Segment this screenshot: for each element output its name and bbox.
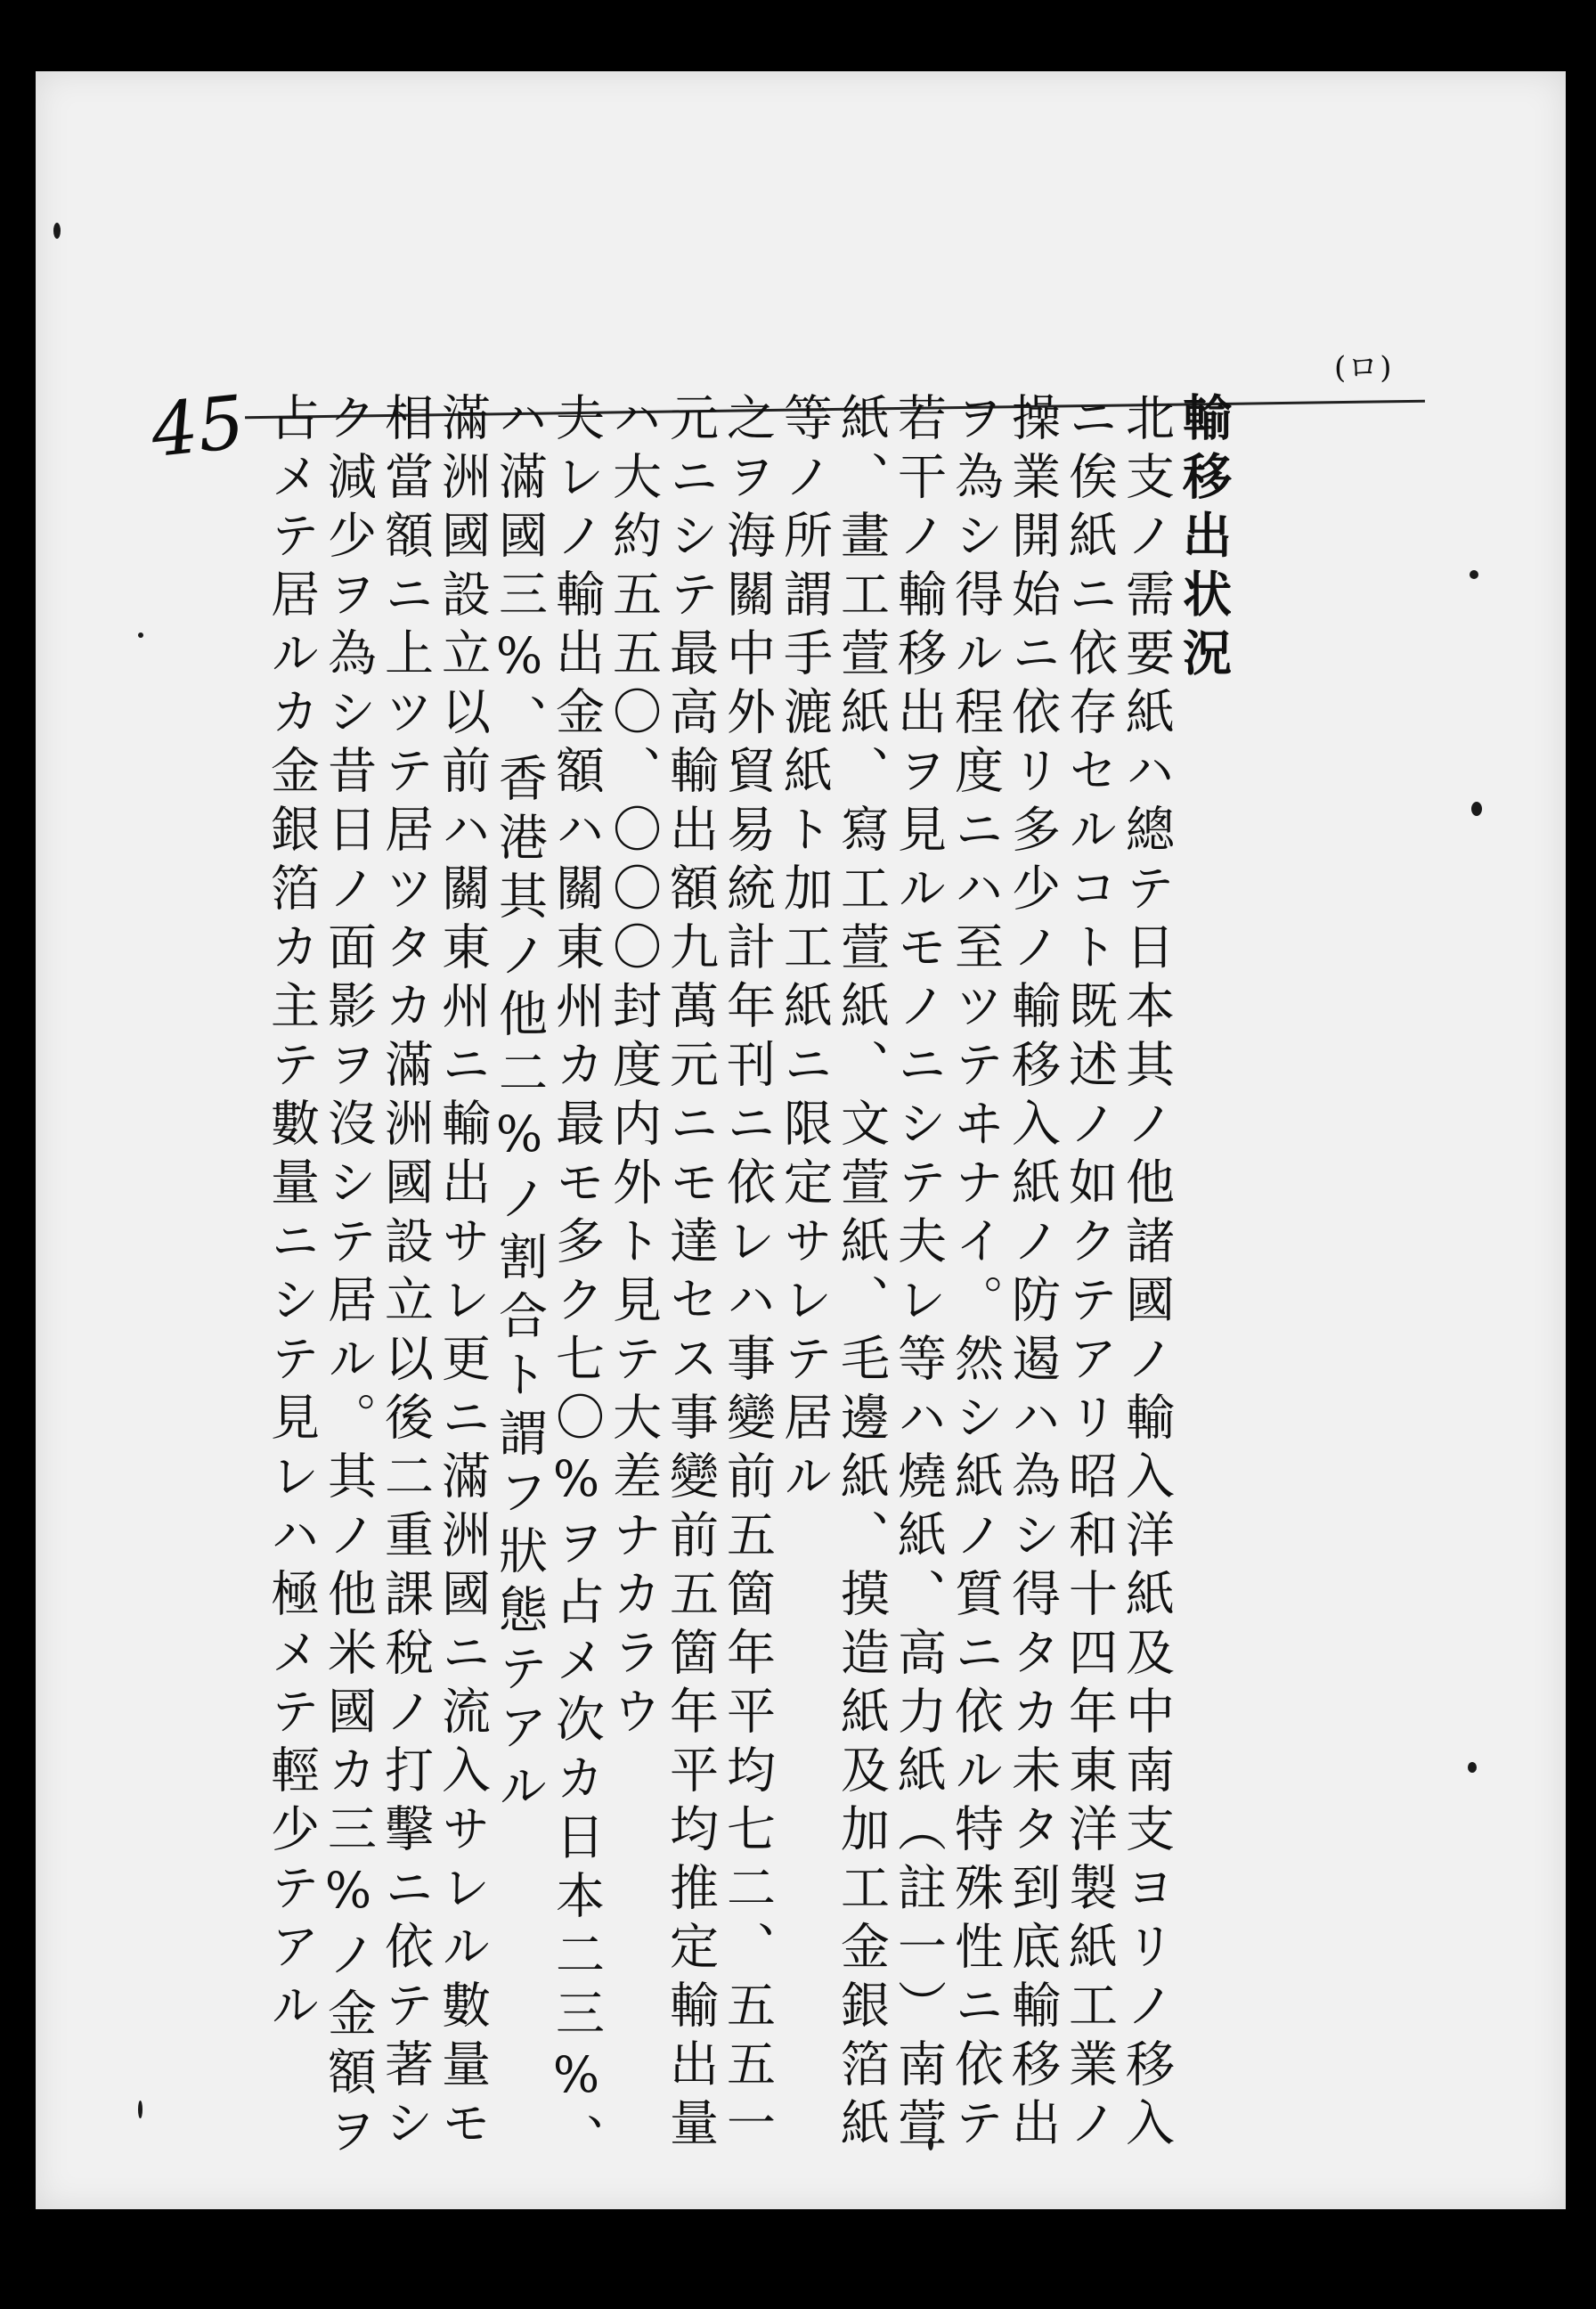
text-line: 紙、畫工萱紙、寫工萱紙、文萱紙、毛邊紙、摸造紙及加工金銀箔紙	[833, 392, 890, 2156]
text-line: 滿洲國設立以前ハ關東州ニ輸出サレ更ニ滿洲國ニ流入サレル數量モ	[434, 392, 491, 2156]
text-line: 相當額ニ上ツテ居ツタカ滿洲國設立以後二重課稅ノ打擊ニ依テ著シ	[377, 392, 434, 2156]
text-line: 操業開始ニ依リ多少ノ輸移入紙ノ防遏ハ為シ得タカ未タ到底輸移出	[1004, 392, 1061, 2156]
text-line: 夫レノ輸出金額ハ關東州カ最モ多ク七〇%ヲ占メ次カ日本二三%、	[548, 392, 605, 2172]
section-label: (ロ)	[1334, 350, 1394, 386]
text-line: ニ俟紙ニ依存セルコト既述ノ如クテアリ昭和十四年東洋製紙工業ノ	[1061, 392, 1118, 2156]
text-line: 若干ノ輸移出ヲ見ルモノニシテ夫レ等ハ燒紙、高力紙（註一）南萱	[890, 392, 947, 2156]
text-line: 北支ノ需要紙ハ總テ日本其ノ他諸國ノ輸入洋紙及中南支ヨリノ移入	[1118, 392, 1175, 2156]
text-line: 等ノ所謂手漉紙ト加工紙ニ限定サレテ居ル	[776, 392, 833, 1509]
ink-speck	[53, 223, 61, 239]
ink-speck	[1471, 802, 1482, 816]
ink-speck	[1470, 570, 1478, 579]
document-page	[36, 71, 1566, 2209]
text-line: ヲ為シ得ル程度ニハ至ツテヰナイ。然シ紙ノ質ニ依ル特殊性ニ依テ	[947, 392, 1004, 2156]
text-line: ハ大約五五〇、〇〇〇封度内外ト見テ大差ナカラウ	[605, 392, 662, 1744]
ink-speck	[138, 2101, 142, 2118]
text-line: 占メテ居ルカ金銀箔カ主テ數量ニシテ見レハ極メテ輕少テアル	[263, 392, 320, 2038]
text-line: ハ滿國三%、香港其ノ他二%ノ割合ト謂フ狀態テアル	[491, 392, 548, 1819]
text-line: 之ヲ海關中外貿易統計年刊ニ依レハ事變前五箇年平均七二、五五一	[719, 392, 776, 2156]
text-line: 輸移出状況	[1175, 392, 1233, 686]
text-line: ク減少ヲ為シ昔日ノ面影ヲ沒シテ居ル。其ノ他米國カ三%ノ金額ヲ	[320, 392, 377, 2164]
ink-speck	[1468, 1762, 1477, 1773]
ink-speck	[138, 632, 143, 638]
vertical-text-body	[263, 392, 1233, 2172]
handwritten-page-number: 45	[147, 379, 249, 475]
text-line: 元ニシテ最高輸出額九萬元ニモ達セス事變前五箇年平均推定輸出量	[662, 392, 719, 2156]
